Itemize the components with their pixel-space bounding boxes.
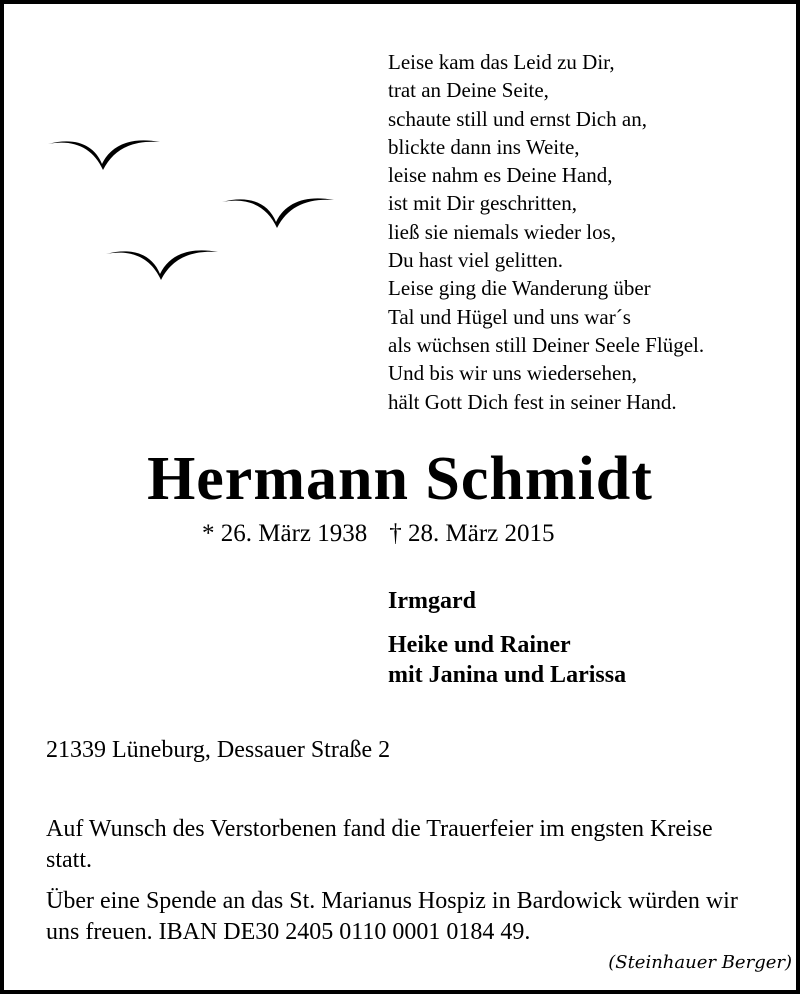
poem-line: Leise ging die Wanderung über bbox=[388, 276, 651, 301]
poem-line: Und bis wir uns wiedersehen, bbox=[388, 361, 638, 386]
poem-line: ließ sie niemals wieder los, bbox=[388, 219, 617, 244]
mourner-family-line: mit Janina und Larissa bbox=[388, 662, 627, 688]
funeral-home-signature: (Steinhauer Berger) bbox=[608, 952, 792, 973]
deceased-name: Hermann Schmidt bbox=[147, 445, 653, 513]
bird-icon bbox=[218, 192, 338, 230]
family-address: 21339 Lüneburg, Dessauer Straße 2 bbox=[46, 737, 391, 763]
donation-note: Über eine Spende an das St. Marianus Hospiz in Bardowick würden wir uns freuen. IBAN DE30 2405 0110 0001 0184 49. bbox=[46, 888, 738, 945]
poem-line: hält Gott Dich fest in seiner Hand. bbox=[388, 389, 677, 414]
funeral-note: Auf Wunsch des Verstorbenen fand die Trauerfeier im engsten Kreise statt. bbox=[46, 816, 713, 873]
mourner-family-line: Heike und Rainer bbox=[388, 632, 571, 658]
bird-icon bbox=[46, 134, 162, 172]
poem-line: schaute still und ernst Dich an, bbox=[388, 106, 647, 131]
bird-icon bbox=[104, 244, 220, 282]
poem-line: trat an Deine Seite, bbox=[388, 78, 549, 103]
birth-date: * 26. März 1938 bbox=[202, 520, 368, 547]
poem-line: Leise kam das Leid zu Dir, bbox=[388, 50, 615, 74]
mourner-spouse: Irmgard bbox=[388, 588, 476, 614]
poem-line: leise nahm es Deine Hand, bbox=[388, 163, 613, 188]
death-date: † 28. März 2015 bbox=[389, 520, 555, 547]
poem-line: ist mit Dir geschritten, bbox=[388, 191, 577, 216]
poem-line: als wüchsen still Deiner Seele Flügel. bbox=[388, 332, 705, 357]
poem-line: Tal und Hügel und uns war´s bbox=[388, 304, 631, 329]
mourner-family bbox=[388, 630, 626, 690]
poem bbox=[388, 48, 704, 416]
life-dates bbox=[202, 520, 555, 548]
poem-line: blickte dann ins Weite, bbox=[388, 134, 580, 159]
poem-line: Du hast viel gelitten. bbox=[388, 248, 563, 273]
